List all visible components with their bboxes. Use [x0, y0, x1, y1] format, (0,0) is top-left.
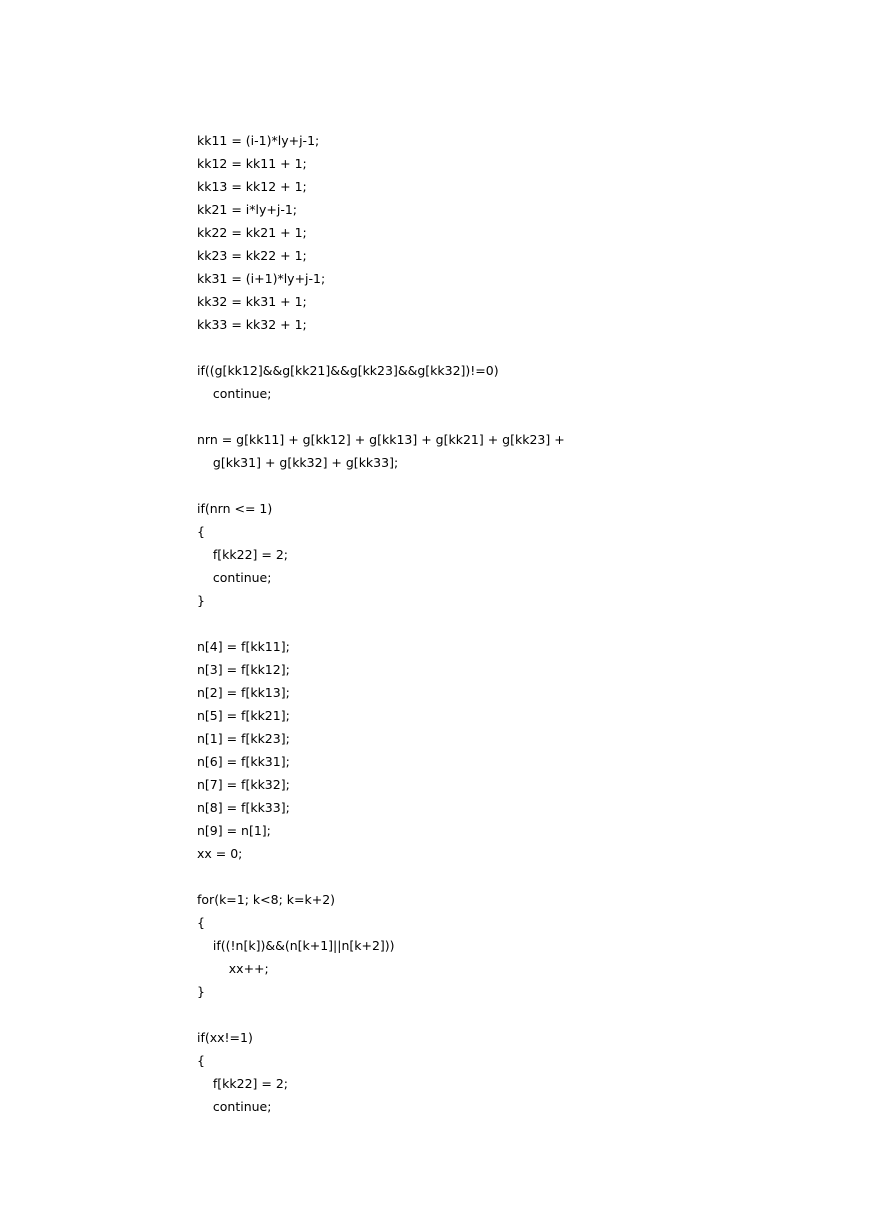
blank-line — [197, 405, 565, 428]
code-line: } — [197, 593, 205, 608]
code-line: kk21 = i*ly+j-1; — [197, 202, 298, 217]
blank-line — [197, 865, 565, 888]
code-line: n[4] = f[kk11]; — [197, 639, 290, 654]
blank-line — [197, 1003, 565, 1026]
code-line: { — [197, 1053, 205, 1068]
code-line: xx = 0; — [197, 846, 243, 861]
code-line: kk13 = kk12 + 1; — [197, 179, 307, 194]
code-line: g[kk31] + g[kk32] + g[kk33]; — [197, 455, 399, 470]
code-line: continue; — [197, 386, 272, 401]
code-line: kk11 = (i-1)*ly+j-1; — [197, 133, 320, 148]
code-line: kk32 = kk31 + 1; — [197, 294, 307, 309]
code-line: kk31 = (i+1)*ly+j-1; — [197, 271, 326, 286]
code-line: kk33 = kk32 + 1; — [197, 317, 307, 332]
code-line: continue; — [197, 1099, 272, 1114]
code-line: n[5] = f[kk21]; — [197, 708, 290, 723]
code-line: continue; — [197, 570, 272, 585]
code-line: { — [197, 915, 205, 930]
code-line: nrn = g[kk11] + g[kk12] + g[kk13] + g[kk21] + g[kk23] + — [197, 432, 565, 447]
code-line: kk23 = kk22 + 1; — [197, 248, 307, 263]
code-line: n[1] = f[kk23]; — [197, 731, 290, 746]
code-line: if((!n[k])&&(n[k+1]||n[k+2])) — [197, 938, 395, 953]
blank-line — [197, 336, 565, 359]
code-line: f[kk22] = 2; — [197, 547, 289, 562]
code-line: n[3] = f[kk12]; — [197, 662, 290, 677]
code-line: n[2] = f[kk13]; — [197, 685, 290, 700]
code-line: n[6] = f[kk31]; — [197, 754, 290, 769]
code-line: n[7] = f[kk32]; — [197, 777, 290, 792]
code-line: if(xx!=1) — [197, 1030, 253, 1045]
blank-line — [197, 612, 565, 635]
code-line: for(k=1; k<8; k=k+2) — [197, 892, 336, 907]
code-line: kk22 = kk21 + 1; — [197, 225, 307, 240]
code-line: kk12 = kk11 + 1; — [197, 156, 307, 171]
code-line: } — [197, 984, 205, 999]
code-line: n[9] = n[1]; — [197, 823, 271, 838]
blank-line — [197, 474, 565, 497]
code-line: f[kk22] = 2; — [197, 1076, 289, 1091]
code-line: xx++; — [197, 961, 269, 976]
code-line: { — [197, 524, 205, 539]
code-listing — [197, 129, 565, 1118]
code-line: n[8] = f[kk33]; — [197, 800, 290, 815]
code-line: if(nrn <= 1) — [197, 501, 273, 516]
code-line: if((g[kk12]&&g[kk21]&&g[kk23]&&g[kk32])!=0) — [197, 363, 499, 378]
